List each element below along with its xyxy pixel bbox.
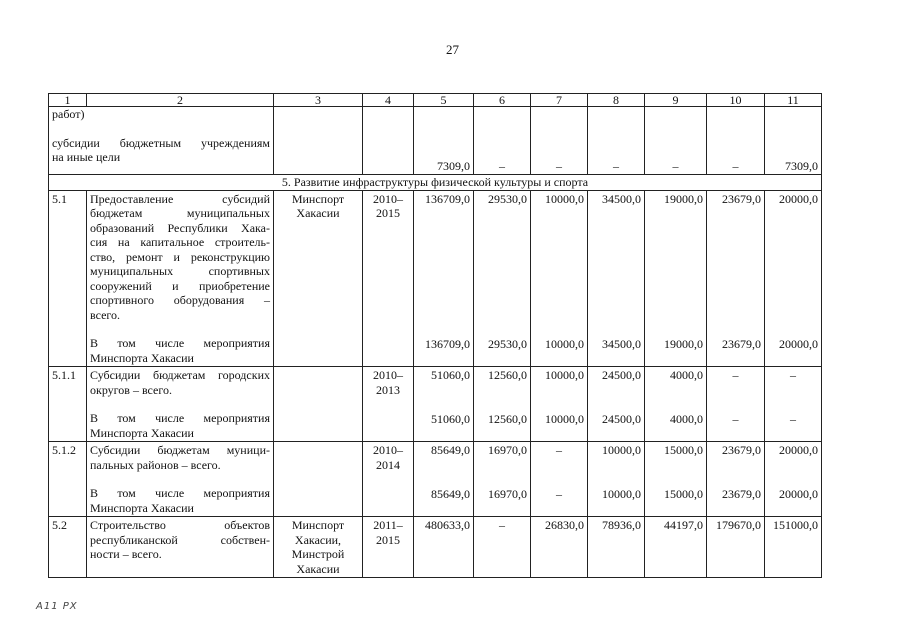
executor-line: Минспорт — [291, 518, 345, 532]
subtotal-value: 10000,0 — [545, 336, 584, 351]
value-cell: – — [474, 107, 531, 175]
total-value: 151000,0 — [773, 518, 818, 532]
subtotal-label: Минспорта Хакасии — [90, 425, 194, 440]
value-cell — [474, 367, 531, 442]
page-number: 27 — [446, 42, 459, 57]
total-value: 16970,0 — [488, 443, 527, 457]
period-line: 2010– — [373, 191, 403, 206]
value-cell — [765, 517, 822, 578]
total-value: 12560,0 — [488, 368, 527, 382]
total-value: 10000,0 — [545, 368, 584, 382]
total-value: 19000,0 — [664, 191, 703, 206]
row-number: 5.1.1 — [49, 367, 87, 442]
executor-cell — [274, 190, 363, 367]
column-header: 9 — [645, 94, 707, 107]
executor-cell — [274, 517, 363, 578]
continuation-row — [49, 107, 822, 175]
value-cell — [588, 367, 645, 442]
description-line: республиканской собствен- — [90, 532, 270, 547]
value-cell — [414, 442, 474, 517]
value-cell: – — [645, 107, 707, 175]
total-value: 20000,0 — [779, 443, 818, 457]
value-cell — [707, 367, 765, 442]
value-cell — [588, 517, 645, 578]
column-number-row — [49, 94, 822, 107]
value-cell — [765, 190, 822, 367]
total-value: 34500,0 — [602, 191, 641, 206]
row-number: 5.1 — [49, 190, 87, 367]
row-number: 5.2 — [49, 517, 87, 578]
period-line: 2014 — [376, 457, 400, 472]
value-cell: 7309,0 — [765, 107, 822, 175]
period-line: 2011– — [373, 518, 403, 532]
value-cell — [645, 190, 707, 367]
value-cell — [414, 190, 474, 367]
period-line: 2010– — [373, 443, 403, 457]
executor-line: Хакасии — [296, 561, 340, 576]
value-cell — [707, 190, 765, 367]
value-cell — [707, 517, 765, 578]
value-cell: – — [531, 107, 588, 175]
column-header: 5 — [414, 94, 474, 107]
total-value: 10000,0 — [602, 443, 641, 457]
subtotal-value: 12560,0 — [488, 411, 527, 426]
description-line: всего. — [90, 307, 121, 322]
subtotal-value: – — [556, 486, 562, 501]
total-value: 10000,0 — [545, 191, 584, 206]
total-value: 15000,0 — [664, 443, 703, 457]
value-cell — [414, 517, 474, 578]
table-row — [49, 442, 822, 517]
description-line: сооружений и приобретение — [90, 278, 270, 293]
column-header: 6 — [474, 94, 531, 107]
total-value: – — [732, 368, 739, 382]
period-line: 2010– — [373, 368, 403, 382]
value-cell — [474, 517, 531, 578]
subtotal-value: – — [732, 411, 739, 426]
value-cell — [707, 442, 765, 517]
subtotal-value: 16970,0 — [488, 486, 527, 501]
description-line: сия на капитальное строитель- — [90, 235, 270, 249]
total-value: 29530,0 — [488, 191, 527, 206]
subtotal-value: 85649,0 — [431, 486, 470, 501]
subtotal-value: 34500,0 — [602, 336, 641, 351]
total-value: 136709,0 — [425, 191, 470, 206]
row-description — [87, 190, 274, 367]
row-description — [87, 517, 274, 578]
subtotal-value: 20000,0 — [779, 486, 818, 501]
continuation-text: субсидии бюджетным учреждениям — [52, 135, 270, 150]
value-cell — [645, 367, 707, 442]
description-line: округов – всего. — [90, 382, 172, 397]
executor-line: Минспорт — [291, 191, 345, 206]
subtotal-value: 19000,0 — [664, 336, 703, 351]
value-cell — [645, 442, 707, 517]
value-cell — [531, 190, 588, 367]
description-line: Предоставление субсидий — [90, 191, 270, 206]
description-line: Субсидии бюджетам муници- — [90, 443, 270, 457]
continuation-text: работ) — [52, 107, 85, 121]
subtotal-value: 15000,0 — [664, 486, 703, 501]
subtotal-label: В том числе мероприятия — [90, 486, 270, 500]
row-description — [87, 367, 274, 442]
column-header: 7 — [531, 94, 588, 107]
executor-line: Хакасии, — [294, 532, 342, 547]
executor-line: Хакасии — [296, 206, 340, 220]
column-header: 1 — [49, 94, 87, 107]
value-cell — [588, 190, 645, 367]
table-row — [49, 367, 822, 442]
subtotal-value: 10000,0 — [545, 411, 584, 426]
footer-mark: A11 PX — [36, 601, 78, 612]
section-title: 5. Развитие инфраструктуры физической культуры и спорта — [49, 175, 822, 191]
description-line: образований Республики Хака- — [90, 220, 270, 235]
subtotal-label: В том числе мероприятия — [90, 336, 270, 350]
executor-line: Минстрой — [291, 547, 345, 561]
value-cell — [531, 367, 588, 442]
subtotal-value: 24500,0 — [602, 411, 641, 426]
total-value: 23679,0 — [722, 191, 761, 206]
value-cell — [765, 442, 822, 517]
period-cell — [363, 442, 414, 517]
subtotal-label: Минспорта Хакасии — [90, 350, 194, 365]
subtotal-value: 10000,0 — [602, 486, 641, 501]
row-number: 5.1.2 — [49, 442, 87, 517]
value-cell — [588, 442, 645, 517]
column-header: 3 — [274, 94, 363, 107]
value-cell — [531, 442, 588, 517]
subtotal-value: 23679,0 — [722, 486, 761, 501]
period-line: 2015 — [376, 206, 400, 220]
value-cell: 7309,0 — [414, 107, 474, 175]
value-cell — [474, 442, 531, 517]
column-header: 8 — [588, 94, 645, 107]
total-value: 4000,0 — [670, 368, 703, 382]
subtotal-label: Минспорта Хакасии — [90, 500, 194, 515]
period-cell — [363, 190, 414, 367]
description-line: Субсидии бюджетам городских — [90, 368, 270, 382]
value-cell — [474, 190, 531, 367]
total-value: 51060,0 — [431, 368, 470, 382]
subtotal-value: 4000,0 — [670, 411, 703, 426]
continuation-text: на иные цели — [52, 150, 121, 164]
total-value: 23679,0 — [722, 443, 761, 457]
row-description — [87, 442, 274, 517]
period-cell — [363, 367, 414, 442]
value-cell: – — [588, 107, 645, 175]
subtotal-value: 29530,0 — [488, 336, 527, 351]
description-line: муниципальных спортивных — [90, 264, 270, 278]
executor-cell — [274, 442, 363, 517]
value-cell — [645, 517, 707, 578]
total-value: 480633,0 — [425, 518, 470, 532]
total-value: 179670,0 — [716, 518, 761, 532]
total-value: 20000,0 — [779, 191, 818, 206]
section-row — [49, 175, 822, 191]
table-row — [49, 190, 822, 367]
description-line: бюджетам муниципальных — [90, 206, 270, 220]
column-header: 11 — [765, 94, 822, 107]
value-cell — [765, 367, 822, 442]
total-value: – — [556, 443, 562, 457]
subtotal-value: 136709,0 — [425, 336, 470, 351]
period-line: 2015 — [376, 532, 400, 547]
total-value: 26830,0 — [545, 518, 584, 532]
period-line: 2013 — [376, 382, 400, 397]
budget-table — [48, 93, 822, 578]
column-header: 4 — [363, 94, 414, 107]
subtotal-label: В том числе мероприятия — [90, 411, 270, 425]
description-line: пальных районов – всего. — [90, 457, 221, 472]
total-value: 44197,0 — [664, 518, 703, 532]
description-line: ство, ремонт и реконструкцию — [90, 249, 270, 264]
total-value: – — [790, 368, 796, 382]
value-cell — [414, 367, 474, 442]
description-line: ности – всего. — [90, 547, 162, 561]
description-line: Строительство объектов — [90, 518, 270, 532]
column-header: 10 — [707, 94, 765, 107]
column-header: 2 — [87, 94, 274, 107]
description-line: спортивного оборудования – — [90, 293, 270, 307]
total-value: – — [499, 518, 505, 532]
period-cell — [363, 517, 414, 578]
total-value: 85649,0 — [431, 443, 470, 457]
continuation-text-cell — [49, 107, 274, 175]
subtotal-value: 51060,0 — [431, 411, 470, 426]
total-value: 78936,0 — [602, 518, 641, 532]
total-value: 24500,0 — [602, 368, 641, 382]
table-row — [49, 517, 822, 578]
value-cell — [531, 517, 588, 578]
value-cell: – — [707, 107, 765, 175]
executor-cell — [274, 367, 363, 442]
subtotal-value: – — [790, 411, 796, 426]
subtotal-value: 20000,0 — [779, 336, 818, 351]
subtotal-value: 23679,0 — [722, 336, 761, 351]
